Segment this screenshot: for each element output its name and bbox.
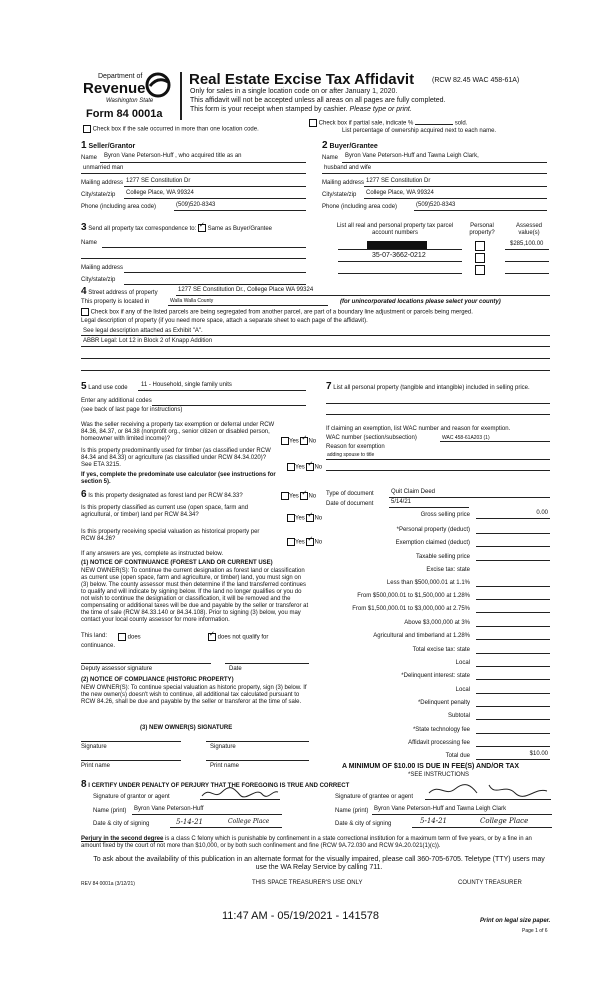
continuance-label: continuance. [81, 643, 116, 649]
if-yes-note: If any answers are yes, complete as instructed below. [81, 551, 224, 557]
grantor-signature[interactable] [200, 785, 280, 800]
buyer-name-field-2[interactable]: husband and wife [324, 165, 372, 171]
calc-label: Exemption claimed (deduct) [395, 540, 470, 546]
seller-city-label: City/state/zip [81, 192, 116, 198]
historic-no-checkbox[interactable] [306, 538, 314, 546]
assessed-header: Assessed value(s) [515, 223, 542, 236]
seller-address-field[interactable]: 1277 SE Constitution Dr [126, 178, 191, 184]
forest-question: 6 Is this property designated as forest land per RCW 84.33? [81, 489, 243, 500]
personal-property-checkbox-3[interactable] [475, 265, 485, 275]
calculator-note: If yes, complete the predominate use calculator (see instructions for section 5). [81, 472, 276, 485]
calc-label: Gross selling price [420, 512, 470, 518]
partial-sale-checkbox[interactable] [309, 119, 317, 127]
deputy-sig-label: Deputy assessor signature [81, 666, 153, 672]
calc-label: Excise tax: state [426, 567, 470, 573]
alt-format-note: To ask about the availability of this publication in an alternate format for the visually impaired, please call 360-705-6705. Teletype (TTY) users may use the WA Relay Service by calling 711. [93, 856, 545, 871]
seller-phone-field[interactable]: (509)520-8343 [176, 202, 216, 208]
parcel-number-field[interactable]: 35-07-3662-0212 [372, 252, 426, 259]
notice2-body: NEW OWNER(S): To continue special valuation as historic property, sign (3) below. If the new owner(s) doesn't wish to continue, all additional tax calculated pursuant to RCW 84.26, shall be due and payable by the seller or transferor at the time of sale. [81, 685, 307, 705]
does-option: does [118, 633, 141, 642]
timber-yes-checkbox[interactable] [287, 463, 295, 471]
seller-name-field-2[interactable]: unmarried man [83, 165, 124, 171]
does-not-option: ✓ does not qualify for [208, 633, 268, 642]
exemption-yes-checkbox[interactable] [281, 437, 289, 445]
dor-emblem-icon [144, 72, 172, 98]
legal-desc-field-1[interactable]: See legal description attached as Exhibit "A". [83, 328, 203, 334]
segregated-checkbox[interactable] [81, 308, 89, 316]
buyer-city-label: City/state/zip [322, 192, 357, 198]
receipt-stamp: 11:47 AM - 05/19/2021 - 141578 [222, 910, 379, 922]
historic-yes-no: Yes ✓ No [287, 538, 322, 547]
new-owner-sig-heading: (3) NEW OWNER(S) SIGNATURE [140, 725, 233, 731]
forest-no-checkbox[interactable] [300, 492, 308, 500]
historic-question: Is this property receiving special valuation as historical property per RCW 84.26? [81, 529, 260, 542]
street-address-field[interactable]: 1277 SE Constitution Dr., College Place WA 99324 [178, 287, 314, 293]
historic-yes-checkbox[interactable] [287, 538, 295, 546]
buyer-address-label: Mailing address [322, 180, 365, 186]
minimum-due-note: A MINIMUM OF $10.00 IS DUE IN FEE(S) AND/OR TAX [342, 763, 520, 770]
grantee-city-field[interactable]: College Place [480, 817, 529, 825]
buyer-phone-field[interactable]: (509)520-8343 [416, 202, 456, 208]
section3-name-label: Name [81, 240, 98, 246]
current-use-yes-no: Yes ✓ No [287, 514, 322, 523]
partial-sale-row: Check box if partial sale, indicate % sold. [309, 119, 467, 128]
signature-label-1: Signature [81, 744, 107, 750]
calc-label: Agricultural and timberland at 1.28% [373, 633, 470, 639]
calc-label: Local [455, 687, 470, 693]
unincorp-note: (for unincorporated locations please select your county) [340, 299, 501, 305]
section3-mailing-label: Mailing address [81, 265, 124, 271]
section3-city-label: City/state/zip [81, 277, 116, 283]
current-use-yes-checkbox[interactable] [287, 514, 295, 522]
see-instructions-note: *SEE INSTRUCTIONS [408, 772, 470, 778]
current-use-question: Is this property classified as current use (open space, farm and agricultural, or timber) land per RCW 84.34? [81, 505, 249, 518]
grantor-city-field[interactable]: College Place [228, 818, 270, 825]
grantor-name-label: Name (print) [93, 808, 127, 814]
print-name-label-1: Print name [81, 763, 111, 769]
street-address-row: 4 Street address of property [81, 286, 158, 297]
this-land-label: This land: [81, 633, 108, 639]
grantee-name-field[interactable]: Byron Vane Peterson-Huff and Tawna Leigh Clark [374, 806, 507, 812]
buyer-city-field[interactable]: College Place, WA 99324 [366, 190, 434, 196]
seller-address-label: Mailing address [81, 180, 124, 186]
calc-label: *Delinquent penalty [417, 700, 470, 706]
calc-label: Total due [445, 753, 470, 759]
grantor-name-field[interactable]: Byron Vane Peterson-Huff [134, 806, 204, 812]
seller-city-field[interactable]: College Place, WA 99324 [126, 190, 194, 196]
county-treasurer: COUNTY TREASURER [458, 880, 522, 886]
buyer-phone-label: Phone (including area code) [322, 204, 398, 210]
additional-codes-label: Enter any additional codes [81, 398, 152, 404]
revenue-text: Revenue [83, 80, 146, 97]
rev-number: REV 84 0001a (3/12/21) [81, 881, 135, 887]
header-line-1: Only for sales in a single location code on or after January 1, 2020. [190, 88, 398, 95]
does-qualify-checkbox[interactable] [118, 633, 126, 641]
parcel-header: List all real and personal property tax parcel account numbers [336, 223, 454, 236]
doc-date-field[interactable]: 5/14/21 [391, 499, 412, 505]
assessed-value-field[interactable]: $285,100.00 [510, 241, 544, 247]
calc-label: *Personal property (deduct) [396, 527, 470, 533]
header-line-2: This affidavit will not be accepted unless all areas on all pages are fully completed. [190, 97, 446, 104]
land-use-row: 5 Land use code [81, 381, 128, 392]
exemption-no-checkbox[interactable] [300, 437, 308, 445]
state-text: Washington State [106, 98, 154, 104]
see-last-page: (see back of last page for instructions) [81, 407, 183, 413]
treasurer-use: THIS SPACE TREASURER'S USE ONLY [252, 880, 363, 886]
legal-desc-field-2[interactable]: ABBR Legal: Lot 12 in Block 2 of Knapp Addition [83, 338, 213, 344]
county-select[interactable]: Walla Walla County [170, 298, 214, 304]
located-in-label: This property is located in [81, 299, 150, 305]
calc-label: From $1,500,000.01 to $3,000,000 at 2.75% [352, 606, 470, 612]
forest-yes-no: Yes ✓ No [281, 492, 316, 501]
calc-label: Subtotal [447, 713, 470, 719]
buyer-address-field[interactable]: 1277 SE Constitution Dr [366, 178, 431, 184]
exemption-claim-label: If claiming an exemption, list WAC number and reason for exemption. [326, 426, 511, 432]
notice1-body: NEW OWNER(S): To continue the current designation as forest land or classification as current use (open space, farm and agriculture, or timber) land, you must sign on (3) below. The county assessor must then determine if the land transferred continues to qualify and will indicate by signing below. If the land no longer qualifies or you do not wish to continue the designation or classification, it will be removed and the compensating or additional taxes will be due and payable by the seller or transferor at the time of sale (RCW 84.33.140 or 84.34.108). Prior to signing (3) below, you may contact your local county assessor for more information. [81, 568, 309, 623]
doc-type-label: Type of document [326, 491, 374, 497]
notice1-title: (1) NOTICE OF CONTINUANCE (FOREST LAND OR CURRENT USE) [81, 560, 273, 566]
calc-label: *Delinquent interest: state [401, 673, 470, 679]
notice2-title: (2) NOTICE OF COMPLIANCE (HISTORIC PROPERTY) [81, 677, 234, 683]
timber-question: Is this property predominantly used for timber (as classified under RCW 84.34 and 84.33) or agriculture (as classified under RCW 84.34.020)? See ETA 3215. [81, 448, 271, 468]
calc-label: Total excise tax: state [412, 647, 470, 653]
buyer-heading: 2 Buyer/Grantee [322, 140, 378, 151]
personal-property-checkbox-1[interactable] [475, 241, 485, 251]
calc-label: Affidavit processing fee [408, 740, 470, 746]
calc-label: From $500,000.01 to $1,500,000 at 1.28% [357, 593, 470, 599]
deputy-date-label: Date [229, 666, 242, 672]
multi-location-checkbox[interactable] [83, 125, 91, 133]
grantor-date-field[interactable]: 5-14-21 [176, 818, 203, 826]
seller-name-label: Name [81, 155, 98, 161]
timber-yes-no: Yes ✓ No [287, 463, 322, 472]
grantor-sig-label: Signature of grantor or agent [93, 794, 170, 800]
forest-yes-checkbox[interactable] [281, 492, 289, 500]
doc-type-field[interactable]: Quit Claim Deed [391, 489, 436, 495]
section7-heading: 7 List all personal property (tangible and intangible) included in selling price. [326, 381, 530, 392]
does-not-qualify-checkbox[interactable] [208, 633, 216, 641]
seller-name-field[interactable]: Byron Vane Peterson-Huff , who acquired title as an [104, 153, 242, 159]
print-name-label-2: Print name [210, 763, 240, 769]
same-as-buyer-checkbox[interactable] [198, 224, 206, 232]
legal-paper-note: Print on legal size paper. [480, 918, 551, 924]
calc-label: *State technology fee [412, 727, 470, 733]
grantor-signature-scribble-icon [200, 786, 280, 800]
grantor-date-city-label: Date & city of signing [93, 821, 150, 827]
personal-property-checkbox-2[interactable] [475, 253, 485, 263]
buyer-name-label: Name [322, 155, 339, 161]
segregated-row: Check box if any of the listed parcels are being segregated from another parcel, are part of a boundary line adjustment or parcels being merged. [81, 308, 473, 317]
total-due-value[interactable]: $10.00 [529, 751, 548, 757]
wac-label: WAC number (section/subsection) [326, 435, 417, 441]
calc-label: Above $3,000,000 at 3% [404, 620, 470, 626]
reason-label: Reason for exemption [326, 444, 385, 450]
current-use-no-checkbox[interactable] [306, 514, 314, 522]
calc-label: Local [455, 660, 470, 666]
header-divider [180, 72, 182, 120]
certify-heading: 8 I CERTIFY UNDER PENALTY OF PERJURY THAT THE FOREGOING IS TRUE AND CORRECT [81, 779, 350, 790]
reason-field[interactable]: adding spouse to title [327, 452, 375, 458]
legal-desc-label: Legal description of property (if you need more space, attach a separate sheet to each page of the affidavit). [81, 318, 368, 324]
personal-header: Personal property? [469, 223, 495, 236]
calc-label: Less than $500,000.01 at 1.1% [386, 580, 470, 586]
grantee-name-label: Name (print) [335, 808, 369, 814]
grantee-date-field[interactable]: 5-14-21 [420, 817, 447, 825]
grantee-signature[interactable] [425, 781, 551, 800]
grantee-date-city-label: Date & city of signing [335, 821, 392, 827]
exemption-yes-no: Yes ✓ No [281, 437, 316, 446]
rcw-ref: (RCW 82.45 WAC 458-61A) [432, 77, 520, 84]
grantee-signature-scribble-icon [425, 781, 551, 799]
exemption-question: Was the seller receiving a property tax exemption or deferral under RCW 84.36, 84.37, or 84.38 (nonprofit org., senior citizen or disabled person, homeowner with limited income)? [81, 422, 275, 442]
buyer-name-field[interactable]: Byron Vane Peterson-Huff and Tawna Leigh Clark, [345, 153, 479, 159]
perjury-notice: Perjury in the second degree is a class C felony which is punishable by confinement in a state correctional institution for a maximum term of five years, or by a fine in an amount fixed by the court of not more than $10,000, or by both such confinement and fine (RCW 9A.72.030 and RCW 9A.20.021(1)(c)). [81, 836, 532, 849]
signature-label-2: Signature [210, 744, 236, 750]
header-line-3: This form is your receipt when stamped by cashier. Please type or print. [190, 106, 412, 113]
multi-location-row: Check box if the sale occurred in more than one location code. [83, 125, 259, 134]
section3-heading: 3 Send all property tax correspondence to: ✓ Same as Buyer/Grantee [81, 224, 272, 233]
doc-date-label: Date of document [326, 501, 374, 507]
grantee-sig-label: Signature of grantee or agent [335, 794, 414, 800]
ownership-note: List percentage of ownership acquired next to each name. [342, 128, 497, 134]
form-number: Form 84 0001a [86, 108, 163, 120]
land-use-field[interactable]: 11 - Household, single family units [141, 382, 232, 388]
dept-of-text: Department of [98, 73, 143, 80]
timber-no-checkbox[interactable] [306, 463, 314, 471]
calc-value[interactable]: 0.00 [536, 510, 548, 516]
wac-field[interactable]: WAC 458-61A203 (1) [442, 435, 490, 441]
page-title: Real Estate Excise Tax Affidavit [189, 71, 415, 88]
seller-phone-label: Phone (including area code) [81, 204, 157, 210]
seller-heading: 1 Seller/Grantor [81, 140, 136, 151]
page-number: Page 1 of 6 [522, 928, 548, 934]
calc-label: Taxable selling price [415, 554, 470, 560]
